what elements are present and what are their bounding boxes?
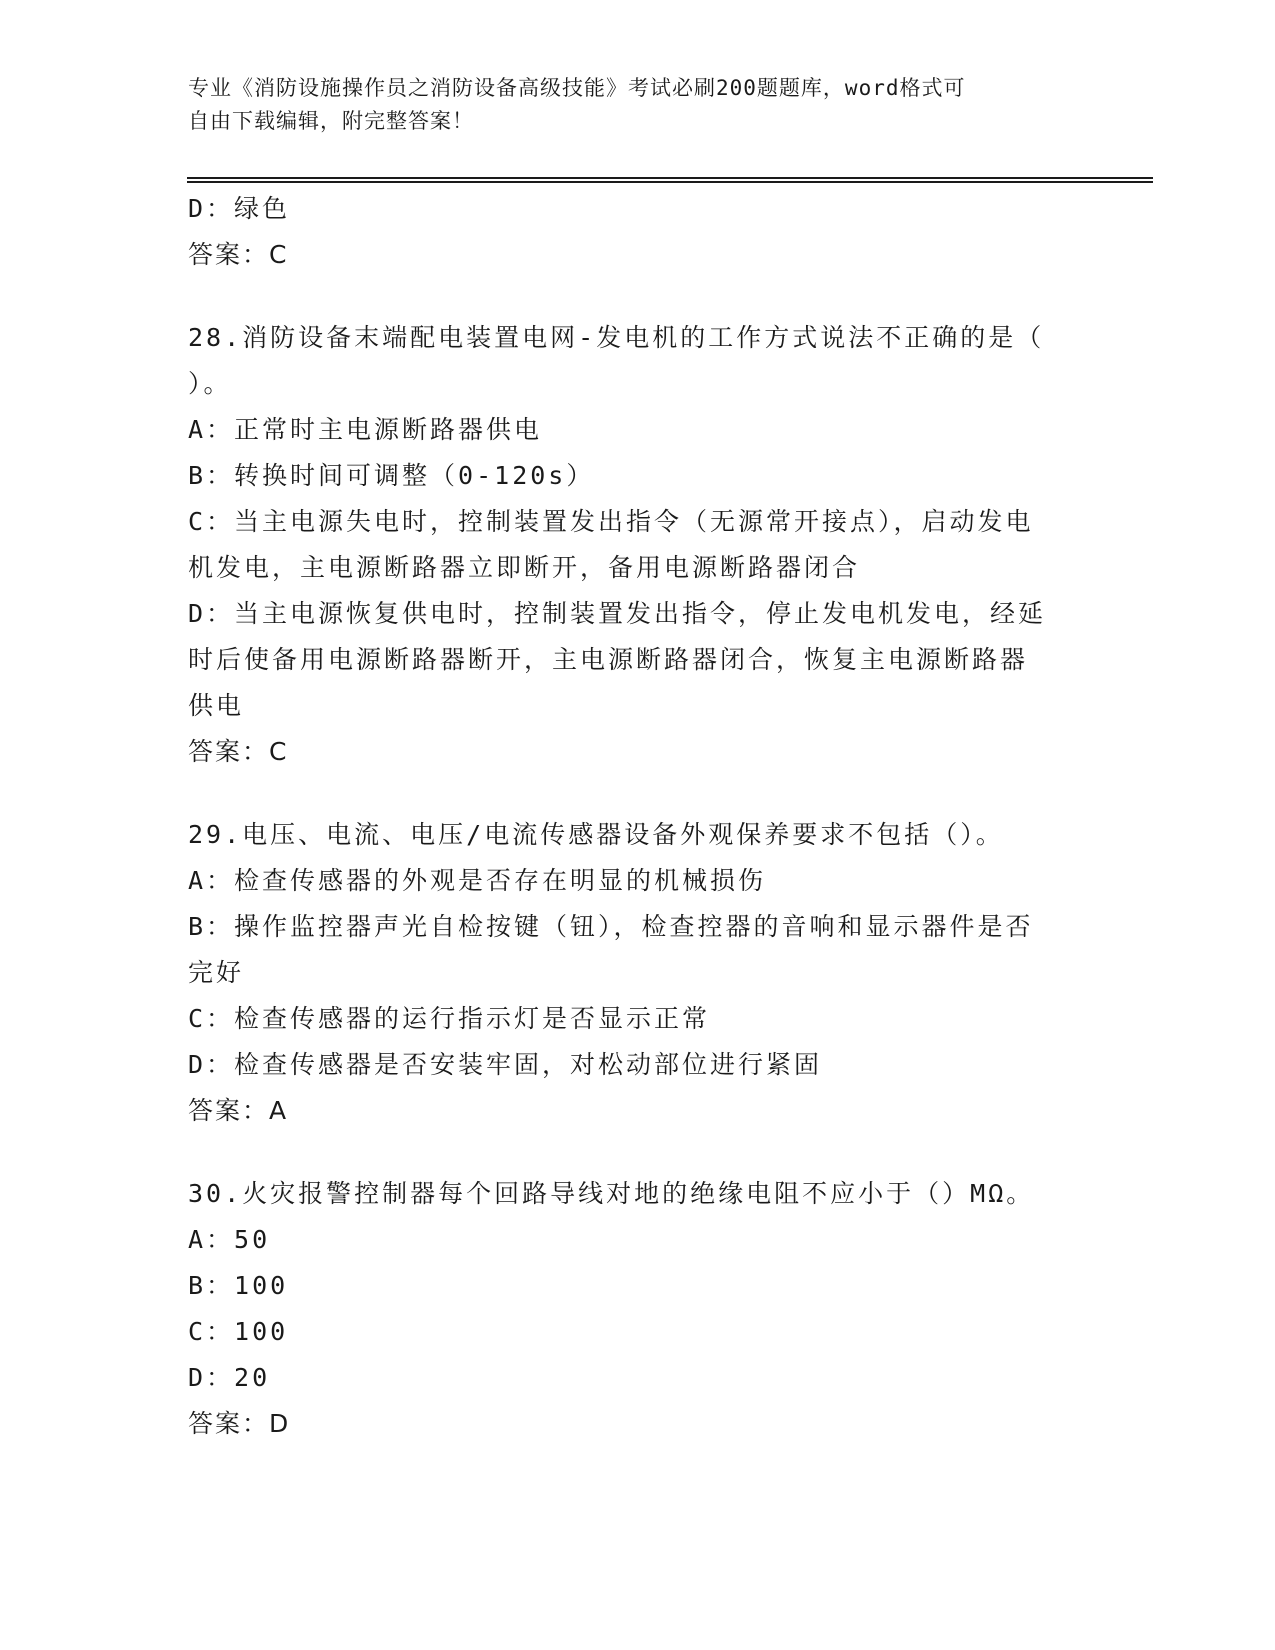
option-d-continued: 时后使备用电源断路器断开，主电源断路器闭合，恢复主电源断路器 xyxy=(188,645,1029,674)
option-d: D：当主电源恢复供电时，控制装置发出指令，停止发电机发电，经延 xyxy=(188,599,1047,628)
option-b: B：转换时间可调整（0-120s） xyxy=(188,461,595,490)
option-c: C：检查传感器的运行指示灯是否显示正常 xyxy=(188,1004,711,1033)
document-header xyxy=(188,72,1068,138)
option-b: B：100 xyxy=(188,1271,289,1300)
question-content xyxy=(188,186,1088,1447)
option-d: D：20 xyxy=(188,1363,271,1392)
option-a: A：正常时主电源断路器供电 xyxy=(188,415,543,444)
option-b-continued: 完好 xyxy=(188,958,245,987)
prev-question-answer: 答案：C xyxy=(188,240,289,269)
option-c: C：当主电源失电时，控制装置发出指令（无源常开接点），启动发电 xyxy=(188,507,1034,536)
option-c: C：100 xyxy=(188,1317,289,1346)
question-stem: 29.电压、电流、电压/电流传感器设备外观保养要求不包括（）。 xyxy=(188,820,1004,849)
prev-question-option-d: D：绿色 xyxy=(188,194,291,223)
question-30 xyxy=(188,1171,1088,1447)
option-c-continued: 机发电，主电源断路器立即断开，备用电源断路器闭合 xyxy=(188,553,861,582)
option-a: A：50 xyxy=(188,1225,271,1254)
option-a: A：检查传感器的外观是否存在明显的机械损伤 xyxy=(188,866,767,895)
header-title-line-1: 专业《消防设施操作员之消防设备高级技能》考试必刷200题题库，word格式可 xyxy=(188,76,966,100)
question-28 xyxy=(188,315,1088,775)
answer: 答案：A xyxy=(188,1096,289,1125)
question-stem: 28.消防设备末端配电装置电网-发电机的工作方式说法不正确的是（ xyxy=(188,323,1045,352)
question-stem: 30.火灾报警控制器每个回路导线对地的绝缘电阻不应小于（）MΩ。 xyxy=(188,1179,1035,1208)
option-d: D：检查传感器是否安装牢固，对松动部位进行紧固 xyxy=(188,1050,823,1079)
option-b: B：操作监控器声光自检按键（钮），检查控器的音响和显示器件是否 xyxy=(188,912,1034,941)
question-29 xyxy=(188,812,1088,1134)
header-title-line-2: 自由下载编辑，附完整答案！ xyxy=(188,109,474,133)
answer: 答案：C xyxy=(188,737,289,766)
question-stem: ）。 xyxy=(188,369,232,398)
answer: 答案：D xyxy=(188,1409,291,1438)
header-double-rule xyxy=(187,177,1153,183)
option-d-continued: 供电 xyxy=(188,691,245,720)
